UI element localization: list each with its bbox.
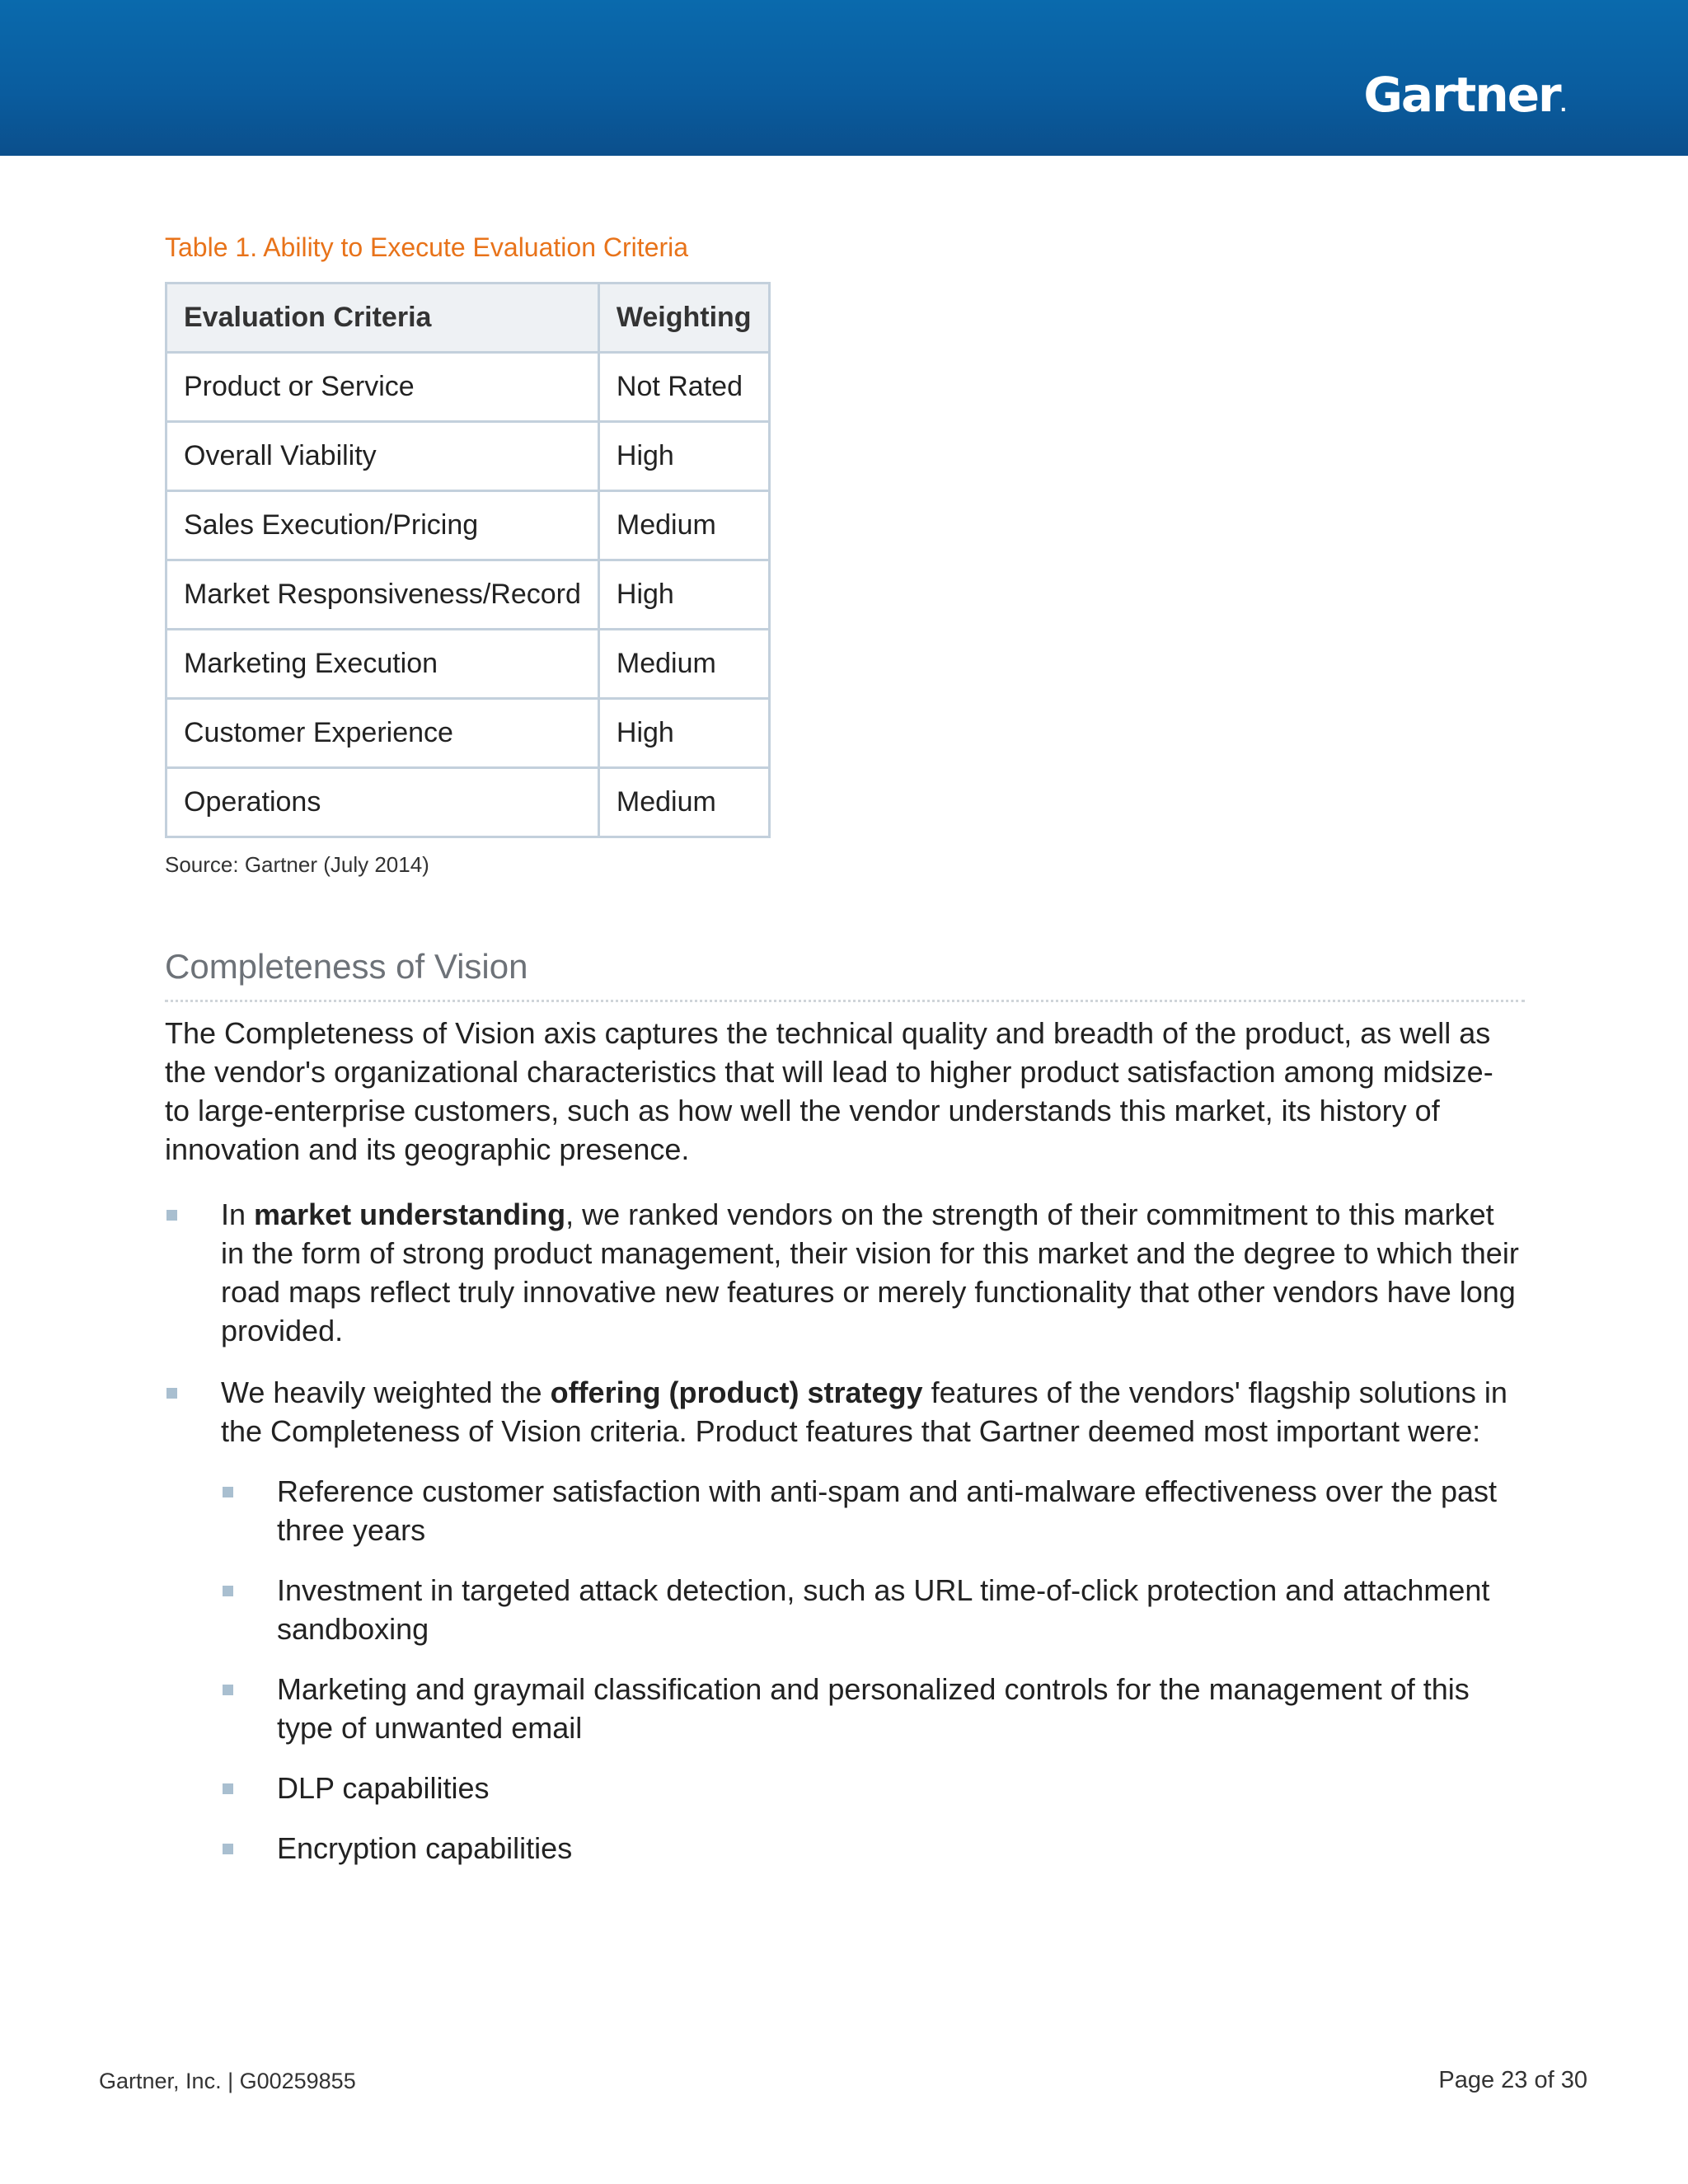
list-item: DLP capabilities (221, 1769, 1525, 1807)
criteria-cell: Market Responsiveness/Record (166, 560, 599, 630)
header-evaluation-criteria: Evaluation Criteria (166, 284, 599, 353)
list-item: Encryption capabilities (221, 1829, 1525, 1868)
criteria-cell: Operations (166, 768, 599, 837)
table-caption: Table 1. Ability to Execute Evaluation Criteria (165, 232, 688, 262)
square-bullet-icon (223, 1487, 233, 1497)
table-row (166, 491, 770, 560)
section-title: Completeness of Vision (165, 945, 1525, 1002)
square-bullet-icon (223, 1783, 233, 1794)
weighting-cell: High (598, 560, 769, 630)
weighting-cell: Medium (598, 630, 769, 699)
criteria-cell: Product or Service (166, 353, 599, 422)
square-bullet-icon (166, 1210, 177, 1221)
footer-document-id: Gartner, Inc. | G00259855 (99, 2069, 356, 2093)
list-item: In market understanding, we ranked vendors on the strength of their commitment to this market in the form of strong product management, their vision for this market and the degree to which their road maps reflect truly innovative new features or merely functionality that other vendors have long provided. (165, 1195, 1525, 1350)
bold-term: offering (product) strategy (550, 1376, 923, 1409)
table-row (166, 560, 770, 630)
table-row (166, 768, 770, 837)
weighting-cell: Medium (598, 768, 769, 837)
table-row (166, 353, 770, 422)
weighting-cell: High (598, 699, 769, 768)
criteria-cell: Overall Viability (166, 422, 599, 491)
weighting-cell: Not Rated (598, 353, 769, 422)
gartner-logo: Gartner. (1363, 67, 1567, 123)
weighting-cell: Medium (598, 491, 769, 560)
page-content (165, 231, 1525, 1891)
intro-paragraph: The Completeness of Vision axis captures the technical quality and breadth of the product, as well as the vendor's organizational characteristics that will lead to higher product satisfaction among midsize- to large-enterprise customers, such as how well the vendor understands this market, its history of innovation and its geographic presence. (165, 1016, 1493, 1166)
bullet-list (165, 1195, 1525, 1868)
criteria-cell: Marketing Execution (166, 630, 599, 699)
table-source: Source: Gartner (July 2014) (165, 852, 429, 877)
weighting-cell: High (598, 422, 769, 491)
table-row (166, 630, 770, 699)
criteria-cell: Sales Execution/Pricing (166, 491, 599, 560)
criteria-cell: Customer Experience (166, 699, 599, 768)
list-item: Investment in targeted attack detection, such as URL time-of-click protection and attachment sandboxing (221, 1571, 1525, 1648)
table-row (166, 422, 770, 491)
table-header-row (166, 284, 770, 353)
list-item: Marketing and graymail classification and personalized controls for the management of this type of unwanted email (221, 1670, 1525, 1747)
square-bullet-icon (223, 1685, 233, 1695)
criteria-table (165, 282, 771, 838)
square-bullet-icon (223, 1844, 233, 1854)
bold-term: market understanding (254, 1197, 566, 1231)
sub-bullet-list (221, 1472, 1525, 1868)
square-bullet-icon (223, 1586, 233, 1596)
table-row (166, 699, 770, 768)
page-header (0, 0, 1688, 156)
square-bullet-icon (166, 1388, 177, 1399)
footer-page-number: Page 23 of 30 (1438, 2067, 1587, 2093)
header-weighting: Weighting (598, 284, 769, 353)
list-item: We heavily weighted the offering (product) strategy features of the vendors' flagship solutions in the Completeness of Vision criteria. Product features that Gartner deemed most important were: Reference customer satisfaction with anti-spam and anti-malware effectiveness over the past three years Investment in targeted attack detection, such as URL time-of-click protection and attachment sandboxing Marketing and graymail classification and personalized controls for the management of this type of unwanted email DLP capabilities Encryption capabilities (165, 1373, 1525, 1868)
list-item: Reference customer satisfaction with anti-spam and anti-malware effectiveness over the past three years (221, 1472, 1525, 1549)
